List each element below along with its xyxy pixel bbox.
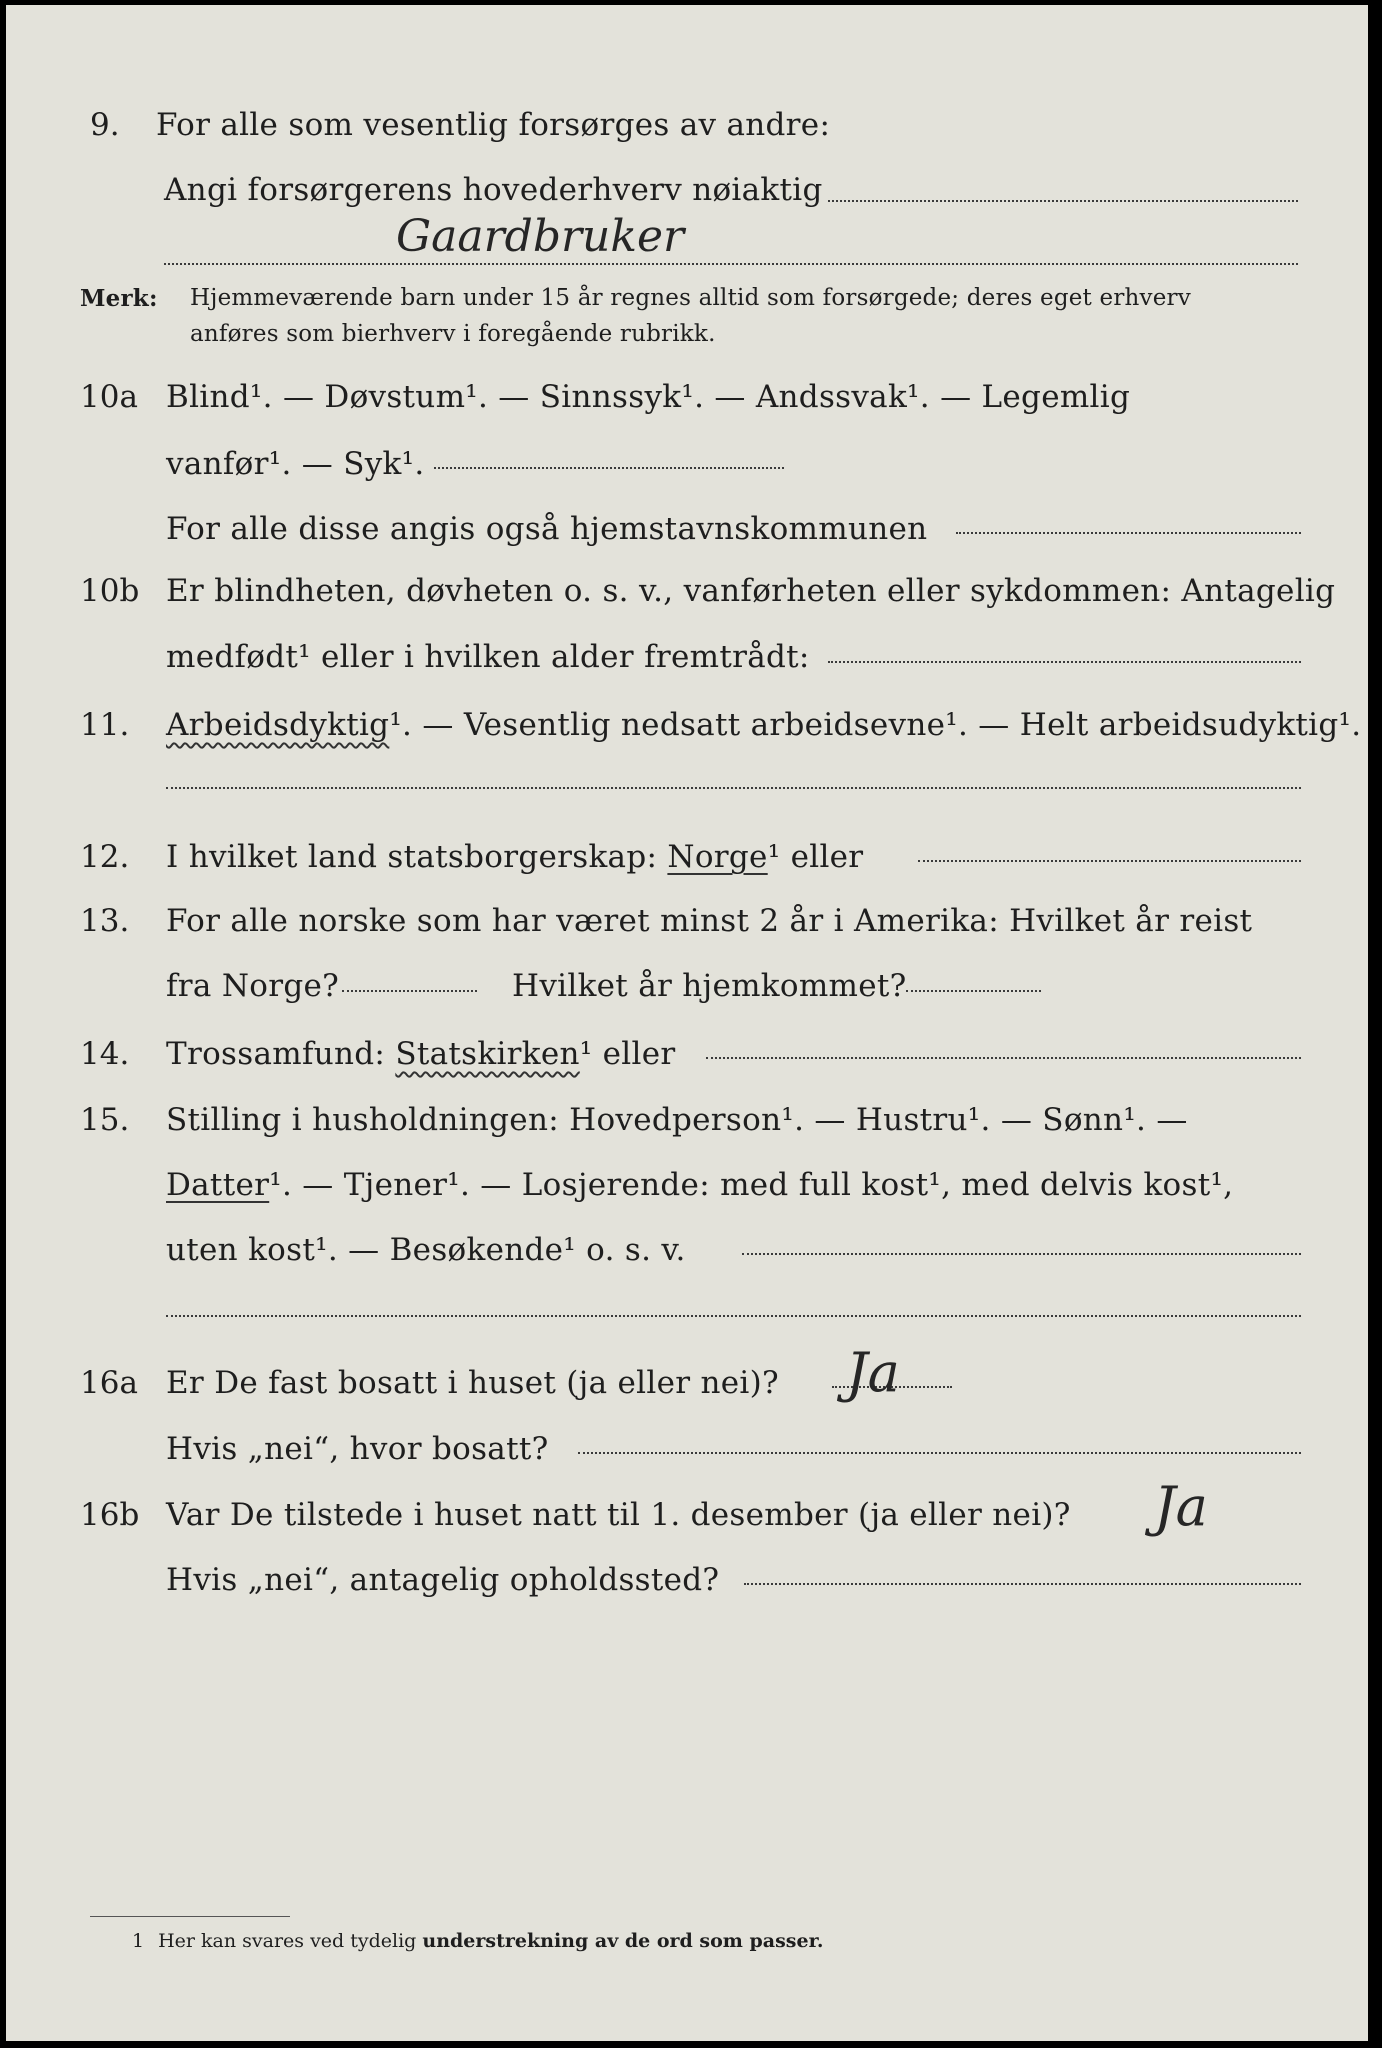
- footnote: 1 Her kan svares ved tydelig understrekning av de ord som passer.: [132, 1930, 824, 1952]
- q16a-dotline-b: [578, 1452, 1301, 1454]
- q15-dotline-b: [166, 1315, 1301, 1317]
- q9-title: For alle som vesentlig forsørges av andre:: [156, 107, 831, 143]
- q15-option-datter: Datter: [166, 1167, 270, 1203]
- merk-label: Merk:: [80, 285, 158, 312]
- q13-dotline-b: [906, 990, 1041, 992]
- q15-dotline-a: [742, 1253, 1301, 1255]
- q10b-line-1: Er blindheten, døvheten o. s. v., vanførheten eller sykdommen: Antagelig: [166, 573, 1336, 609]
- q10b-line-2: medfødt¹ eller i hvilken alder fremtrådt:: [166, 639, 810, 675]
- q13-line-2a: fra Norge?: [166, 968, 340, 1004]
- q15-line-2: Datter¹. — Tjener¹. — Losjerende: med full kost¹, med delvis kost¹,: [166, 1167, 1234, 1203]
- q11-option-arbeidsdyktig: Arbeidsdyktig: [166, 707, 390, 743]
- q12-line: I hvilket land statsborgerskap: Norge¹ eller: [166, 839, 864, 875]
- q14-number: 14.: [80, 1036, 130, 1072]
- merk-line-1: Hjemmeværende barn under 15 år regnes alltid som forsørgede; deres eget erhverv: [190, 285, 1191, 311]
- q13-dotline-a: [342, 990, 477, 992]
- footnote-rule: [90, 1916, 290, 1917]
- q13-line-2b: Hvilket år hjemkommet?: [512, 968, 907, 1004]
- q10a-line-1: Blind¹. — Døvstum¹. — Sinnssyk¹. — Andssvak¹. — Legemlig: [166, 379, 1131, 415]
- q16a-line-2: Hvis „nei“, hvor bosatt?: [166, 1431, 549, 1467]
- q16b-line-2: Hvis „nei“, antagelig opholdssted?: [166, 1562, 720, 1598]
- q9-answer-dotline: [164, 263, 1298, 265]
- q9-prompt-dotline: [828, 200, 1298, 202]
- q10a-line-3-dotline: [956, 532, 1301, 534]
- q12-option-norge: Norge: [667, 839, 768, 875]
- q11-dotline: [166, 787, 1301, 789]
- q10a-line-2: vanfør¹. — Syk¹.: [166, 446, 425, 482]
- q15-line-1: Stilling i husholdningen: Hovedperson¹. — Hustru¹. — Sønn¹. —: [166, 1102, 1188, 1138]
- q14-option-statskirken: Statskirken: [395, 1036, 580, 1072]
- q10a-line-2-dotline: [434, 467, 784, 469]
- q16b-handwritten-answer: Ja: [1154, 1475, 1208, 1538]
- q12-dotline: [918, 860, 1301, 862]
- q14-dotline: [706, 1057, 1301, 1059]
- merk-line-2: anføres som bierhverv i foregående rubrikk.: [190, 321, 716, 347]
- q16a-line-1: Er De fast bosatt i huset (ja eller nei)?: [166, 1365, 779, 1401]
- q14-line: Trossamfund: Statskirken¹ eller: [166, 1036, 676, 1072]
- q15-line-3: uten kost¹. — Besøkende¹ o. s. v.: [166, 1232, 686, 1268]
- q16a-number: 16a: [80, 1365, 138, 1401]
- q9-prompt: Angi forsørgerens hovederhverv nøiaktig: [164, 172, 823, 208]
- q15-number: 15.: [80, 1102, 130, 1138]
- q16b-dotline: [744, 1583, 1301, 1585]
- q13-line-1: For alle norske som har været minst 2 år i Amerika: Hvilket år reist: [166, 903, 1253, 939]
- q11-number: 11.: [80, 707, 130, 743]
- q11-line: Arbeidsdyktig¹. — Vesentlig nedsatt arbeidsevne¹. — Helt arbeidsudyktig¹.: [166, 707, 1362, 743]
- q10b-number: 10b: [80, 573, 140, 609]
- q9-handwritten-answer: Gaardbruker: [396, 211, 685, 262]
- q13-number: 13.: [80, 903, 130, 939]
- q10b-dotline: [828, 661, 1301, 663]
- q16b-number: 16b: [80, 1497, 140, 1533]
- q12-number: 12.: [80, 839, 130, 875]
- q10a-line-3: For alle disse angis også hjemstavnskommunen: [166, 511, 928, 547]
- q9-number: 9.: [90, 107, 120, 143]
- q16a-handwritten-answer: Ja: [846, 1341, 900, 1404]
- q16b-line-1: Var De tilstede i huset natt til 1. desember (ja eller nei)?: [166, 1497, 1071, 1533]
- census-form-page: [6, 5, 1368, 2041]
- q10a-number: 10a: [80, 379, 138, 415]
